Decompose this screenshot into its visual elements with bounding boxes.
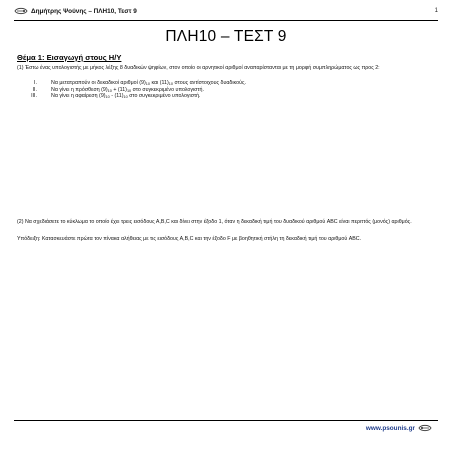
section-title: Θέμα 1: Εισαγωγή στους Η/Υ xyxy=(17,53,122,62)
list-item-number: III. xyxy=(31,93,37,99)
list-item-text: Να γίνει η αφαίρεση $(9)_{10} - (11)_{10}$ στο συγκεκριμένο υπολογιστή. xyxy=(51,93,201,99)
list-item xyxy=(17,93,435,100)
list-item-number: II. xyxy=(32,86,37,93)
footer-website[interactable]: www.psounis.gr xyxy=(365,424,415,432)
question-1-intro: (1) Έστω ένας υπολογιστής με μήκος λέξης 8 δυαδικών ψηφίων, στον οποίο οι αρνητικοί αριθμοί αναπαρίστανται με τη μορφή συμπληρώματος ως προς 2: xyxy=(17,65,380,71)
psounis-logo-icon xyxy=(14,7,28,15)
psounis-logo-icon xyxy=(418,424,432,432)
footer-divider xyxy=(14,420,438,421)
question-1-list xyxy=(17,80,435,100)
header-divider xyxy=(14,20,438,21)
list-item-number: I. xyxy=(34,80,37,86)
page-number: 1 xyxy=(434,8,438,14)
document-title: ΠΛΗ10 – ΤΕΣΤ 9 xyxy=(165,28,287,45)
header-title: Δημήτρης Ψούνης – ΠΛΗ10, Τεστ 9 xyxy=(31,7,137,15)
list-item-text: Να μετατραπούν οι δεκαδικοί αριθμοί $(9)_{10}$ και $(11)_{10}$ στους αντίστοιχους δυαδικούς. xyxy=(51,80,247,86)
page-footer xyxy=(366,424,432,432)
page-header xyxy=(14,4,438,18)
list-item-text: Να γίνει η πρόσθεση $(9)_{10} + (11)_{10}$ στο συγκεκριμένο υπολογιστή. xyxy=(51,86,204,93)
question-2-hint: Υπόδειξη: Κατασκευάστε πρώτα τον πίνακα αλήθειας με τις εισόδους Α,Β,C και την έξοδο F με βοηθητική στήλη τη δεκαδική τιμή του αριθμού ABC. xyxy=(17,236,362,242)
question-2-text: (2) Να σχεδιάσετε το κύκλωμα το οποίο έχει τρεις εισόδους Α,Β,C και δίνει στην έξοδο 1, όταν η δεκαδική τιμή του δυαδικού αριθμού ABC είναι περιττός (μονός) αριθμός. xyxy=(17,219,412,225)
